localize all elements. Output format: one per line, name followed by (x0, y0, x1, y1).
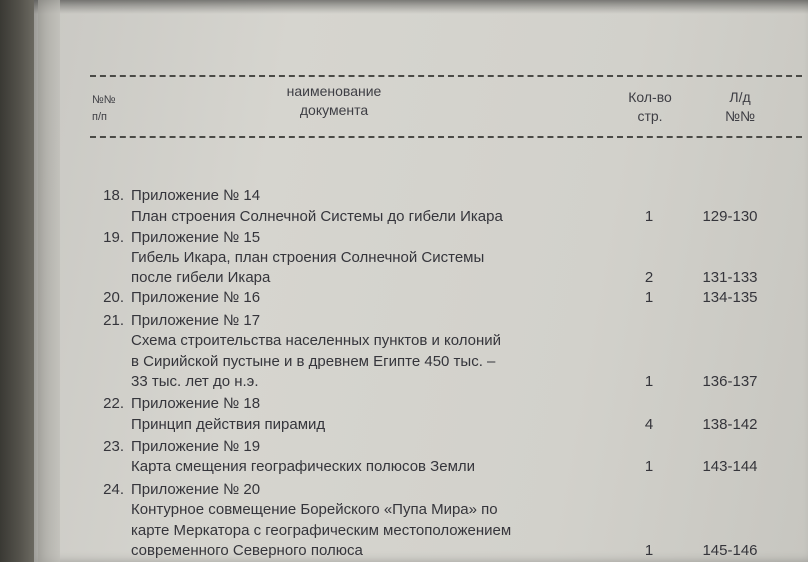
item-title: Приложение № 14 (131, 187, 261, 204)
item-page-count: 1 (644, 208, 654, 225)
header-pages-line2: №№ (724, 108, 756, 124)
header-name-col (224, 82, 444, 120)
item-title: Контурное совмещение Борейского «Пупа Мира» по (131, 501, 498, 518)
header-pages-col (710, 88, 770, 126)
header-top-rule (90, 75, 802, 77)
item-title: Приложение № 17 (131, 312, 261, 329)
item-title: Схема строительства населенных пунктов и колоний (131, 332, 502, 349)
item-page-range: 136-137 (702, 373, 758, 390)
item-title: Приложение № 20 (131, 481, 261, 498)
item-page-count: 1 (644, 542, 654, 559)
item-page-count: 1 (644, 373, 654, 390)
item-page-count: 4 (644, 416, 654, 433)
binder-edge (0, 0, 34, 562)
item-page-count: 2 (644, 269, 654, 286)
item-title: Приложение № 16 (131, 289, 261, 306)
item-title: Принцип действия пирамид (131, 416, 326, 433)
item-title: Приложение № 15 (131, 229, 261, 246)
header-name-line2: документа (299, 102, 369, 118)
header-count-line2: стр. (637, 108, 663, 124)
item-title: Приложение № 19 (131, 438, 261, 455)
item-title: План строения Солнечной Системы до гибели Икара (131, 208, 503, 225)
page-margin-strip (38, 0, 60, 562)
item-title: в Сирийской пустыне и в древнем Египте 450 тыс. – (131, 353, 496, 370)
item-number: 18. (103, 187, 124, 204)
item-title: Карта смещения географических полюсов Земли (131, 458, 476, 475)
item-title: Приложение № 18 (131, 395, 261, 412)
header-pages-line1: Л/д (729, 89, 751, 105)
item-number: 19. (103, 229, 124, 246)
header-num-line1: №№ (92, 94, 116, 106)
item-page-range: 145-146 (702, 542, 758, 559)
item-title: Гибель Икара, план строения Солнечной Системы (131, 249, 485, 266)
item-page-range: 134-135 (702, 289, 758, 306)
header-num-line2: п/п (92, 111, 107, 123)
document-page (34, 0, 808, 562)
item-title: 33 тыс. лет до н.э. (131, 373, 259, 390)
item-title: карте Меркатора с географическим местоположением (131, 522, 512, 539)
item-page-range: 131-133 (702, 269, 758, 286)
header-count-col (610, 88, 690, 126)
item-title: после гибели Икара (131, 269, 271, 286)
item-page-range: 129-130 (702, 208, 758, 225)
item-number: 21. (103, 312, 124, 329)
header-name-line1: наименование (286, 83, 382, 99)
header-num-col (92, 92, 116, 126)
item-title: современного Северного полюса (131, 542, 363, 559)
item-page-count: 1 (644, 289, 654, 306)
item-number: 23. (103, 438, 124, 455)
item-number: 24. (103, 481, 124, 498)
item-number: 22. (103, 395, 124, 412)
header-count-line1: Кол-во (628, 89, 672, 105)
header-bottom-rule (90, 136, 802, 138)
item-page-range: 138-142 (702, 416, 758, 433)
item-page-range: 143-144 (702, 458, 758, 475)
item-page-count: 1 (644, 458, 654, 475)
item-number: 20. (103, 289, 124, 306)
